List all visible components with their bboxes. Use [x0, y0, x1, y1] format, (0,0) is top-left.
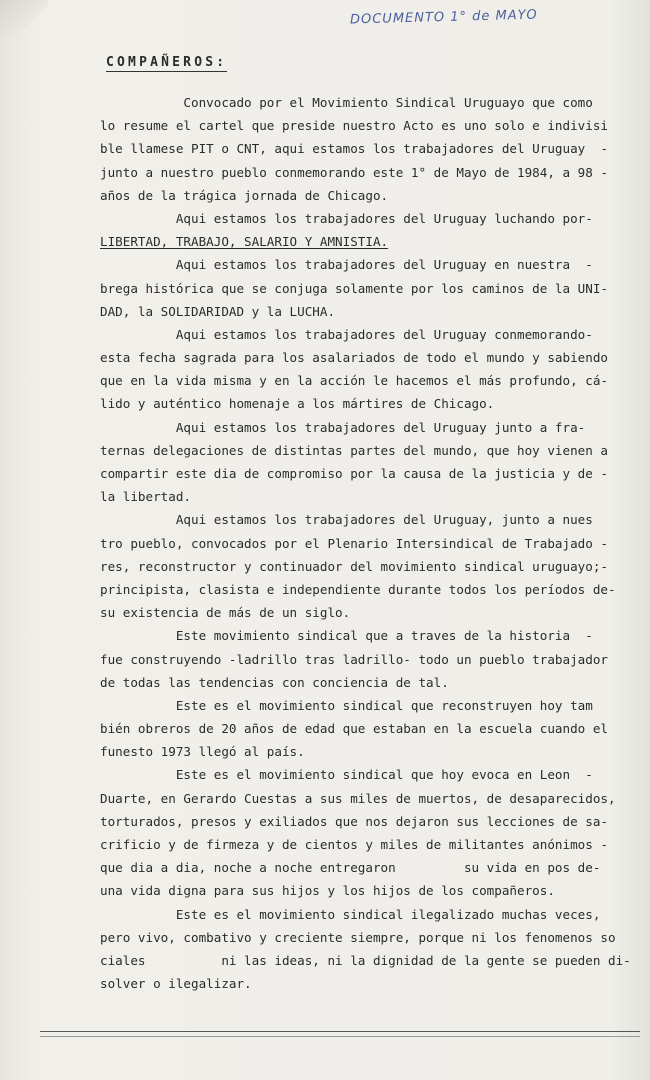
text-line: junto a nuestro pueblo conmemorando este 1° de Mayo de 1984, a 98 - — [100, 164, 608, 180]
text-line: DAD, la SOLIDARIDAD y la LUCHA. — [100, 303, 336, 319]
text-line: solver o ilegalizar. — [100, 976, 252, 992]
text-line: bién obreros de 20 años de edad que estaban en la escuela cuando el — [100, 721, 608, 737]
text-line: Aqui estamos los trabajadores del Uruguay, junto a nues — [100, 512, 593, 528]
bottom-rule — [40, 1031, 640, 1032]
text-line: que dia a dia, noche a noche entregaron su vida en pos de- — [100, 860, 601, 876]
text-line: de todas las tendencias con conciencia de tal. — [100, 674, 449, 690]
text-line: Aqui estamos los trabajadores del Uruguay en nuestra - — [100, 257, 593, 273]
text-line: Este es el movimiento sindical que reconstruyen hoy tam — [100, 697, 593, 713]
bottom-rule-secondary — [40, 1036, 640, 1037]
text-line: Aqui estamos los trabajadores del Uruguay conmemorando- — [100, 326, 593, 342]
text-line: res, reconstructor y continuador del movimiento sindical uruguayo;- — [100, 558, 608, 574]
text-line: tro pueblo, convocados por el Plenario Intersindical de Trabajado - — [100, 535, 608, 551]
text-line: lido y auténtico homenaje a los mártires de Chicago. — [100, 396, 495, 412]
salutation-heading: COMPAÑEROS: — [106, 55, 228, 70]
text-line: su existencia de más de un siglo. — [100, 605, 351, 621]
text-line: Aqui estamos los trabajadores del Uruguay junto a fra- — [100, 419, 586, 435]
text-line: Este es el movimiento sindical ilegalizado muchas veces, — [100, 906, 601, 922]
text-line: Este movimiento sindical que a traves de la historia - — [100, 628, 593, 644]
folded-corner — [0, 0, 48, 40]
text-line: ternas delegaciones de distintas partes del mundo, que hoy vienen a — [100, 442, 608, 458]
text-line: principista, clasista e independiente durante todos los períodos de- — [100, 581, 616, 597]
text-line: funesto 1973 llegó al país. — [100, 744, 305, 760]
text-line: lo resume el cartel que preside nuestro Acto es uno solo e indivisi — [100, 118, 608, 134]
underlined-slogan-line: LIBERTAD, TRABAJO, SALARIO Y AMNISTIA. — [100, 234, 389, 250]
text-line: brega histórica que se conjuga solamente por los caminos de la UNI- — [100, 280, 608, 296]
text-line: ciales ni las ideas, ni la dignidad de la gente se pueden di- — [100, 952, 631, 968]
text-line: Convocado por el Movimiento Sindical Uruguayo que como — [100, 95, 593, 110]
text-line: que en la vida misma y en la acción le hacemos el más profundo, cá- — [100, 373, 608, 389]
text-line: pero vivo, combativo y creciente siempre, porque ni los fenomenos so — [100, 929, 616, 945]
text-line: Duarte, en Gerardo Cuestas a sus miles de muertos, de desaparecidos, — [100, 790, 616, 806]
text-line: años de la trágica jornada de Chicago. — [100, 187, 389, 203]
speech-body — [100, 91, 631, 995]
text-line: fue construyendo -ladrillo tras ladrillo- todo un pueblo trabajador — [100, 651, 608, 667]
text-line: compartir este dia de compromiso por la causa de la justicia y de - — [100, 466, 608, 481]
text-line: una vida digna para sus hijos y los hijos de los compañeros. — [100, 883, 555, 899]
text-line: esta fecha sagrada para los asalariados de todo el mundo y sabiendo — [100, 350, 608, 366]
text-line: la libertad. — [100, 489, 191, 505]
text-line: Este es el movimiento sindical que hoy evoca en Leon - — [100, 767, 593, 783]
text-line: Aqui estamos los trabajadores del Uruguay luchando por- — [100, 210, 593, 226]
text-line: crificio y de firmeza y de cientos y miles de militantes anónimos - — [100, 837, 608, 852]
handwritten-header-note: DOCUMENTO 1° de MAYO — [349, 7, 538, 28]
text-line: torturados, presos y exiliados que nos dejaron sus lecciones de sa- — [100, 813, 608, 829]
text-line: ble llamese PIT o CNT, aqui estamos los trabajadores del Uruguay - — [100, 141, 608, 157]
